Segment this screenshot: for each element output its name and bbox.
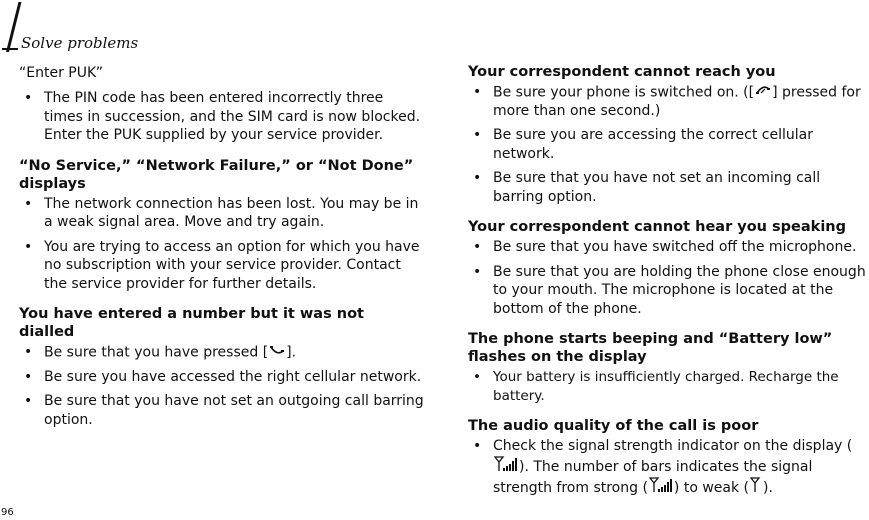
- section-heading: The phone starts beeping and “Battery low” flashes on the display: [468, 331, 833, 366]
- list-item: • Be sure you are accessing the correct cellular network.: [473, 127, 813, 162]
- list-item-text: Be sure that you have not set an incoming call barring option.: [493, 170, 821, 205]
- section-heading: Your correspondent cannot hear you speaking: [468, 219, 846, 236]
- list-item: • Be sure that you have not set an outgoing call barring option.: [24, 393, 424, 428]
- bullet-list: [19, 343, 424, 429]
- signal-full-icon: [494, 456, 518, 478]
- section-heading: “Enter PUK”: [19, 65, 103, 81]
- list-item-text: Be sure that you have not set an outgoing call barring option.: [44, 393, 424, 428]
- list-item-text: The network connection has been lost. You may be in a weak signal area. Move and try again.: [44, 195, 419, 230]
- page-title: Solve problems: [21, 34, 139, 52]
- power-key-icon: [755, 83, 771, 102]
- left-column: [19, 64, 424, 441]
- list-item-text: Be sure that you are holding the phone close enough to your mouth. The microphone is located at the bottom of the phone.: [493, 263, 866, 317]
- section-audio-quality: [468, 417, 868, 499]
- section-battery-low: [468, 330, 868, 405]
- bullet-list: [468, 83, 868, 206]
- list-item: • Check the signal strength indicator on the display (). The number of bars indicates the signal strength from strong ( ) to weak ( ).: [468, 437, 868, 499]
- list-item-text: Your battery is insufficiently charged. Recharge the battery.: [493, 369, 839, 404]
- list-item-text: Be sure you are accessing the correct cellular network.: [493, 127, 813, 162]
- bullet-list: [468, 437, 868, 499]
- section-enter-puk: [19, 64, 424, 145]
- signal-full-icon: [649, 477, 673, 499]
- list-item: • Be sure that you have not set an incoming call barring option.: [473, 170, 821, 205]
- list-item-text: The PIN code has been entered incorrectly three times in succession, and the SIM card is now blocked. Enter the PUK supplied by your service provider.: [44, 90, 421, 143]
- list-item: • You are trying to access an option for which you have no subscription with your service provider. Contact the service provider for further details.: [24, 238, 420, 292]
- section-cannot-reach: [468, 63, 868, 206]
- right-column: [468, 63, 868, 511]
- bullet-list: [468, 368, 868, 405]
- section-heading: Your correspondent cannot reach you: [468, 64, 776, 80]
- bullet-list: [468, 238, 868, 318]
- section-not-dialled: [19, 305, 424, 429]
- list-item: • The network connection has been lost. You may be in a weak signal area. Move and try again.: [24, 195, 419, 230]
- list-item: • Be sure that you have switched off the microphone.: [473, 239, 857, 256]
- list-item: • Be sure you have accessed the right cellular network.: [24, 368, 422, 385]
- list-item: • The PIN code has been entered incorrectly three times in succession, and the SIM card is now blocked. Enter the PUK supplied by your service provider.: [24, 90, 421, 143]
- section-no-service: [19, 157, 424, 294]
- header-rule: [2, 48, 18, 50]
- bullet-list: [19, 89, 424, 145]
- header-decoration: [6, 2, 21, 52]
- section-cannot-hear: [468, 218, 868, 318]
- section-heading: You have entered a number but it was not dialled: [19, 306, 364, 340]
- list-item-text: Be sure that you have switched off the microphone.: [493, 239, 857, 256]
- section-heading: The audio quality of the call is poor: [468, 418, 759, 435]
- signal-weak-icon: [750, 477, 762, 499]
- call-key-icon: [269, 343, 285, 362]
- bullet-list: [19, 195, 424, 294]
- section-heading: “No Service,” “Network Failure,” or “Not Done” displays: [19, 157, 414, 192]
- list-item: • Be sure that you have pressed [ ].: [24, 344, 297, 361]
- list-item: • Be sure that you are holding the phone close enough to your mouth. The microphone is located at the bottom of the phone.: [473, 263, 866, 317]
- list-item: • Be sure your phone is switched on. ([ ] pressed for more than one second.): [473, 84, 861, 119]
- list-item-text: You are trying to access an option for which you have no subscription with your service provider. Contact the service provider for further details.: [44, 238, 420, 292]
- page-number: 96: [1, 507, 14, 518]
- list-item-text: Be sure you have accessed the right cellular network.: [44, 368, 422, 385]
- list-item: • Your battery is insufficiently charged. Recharge the battery.: [473, 369, 839, 404]
